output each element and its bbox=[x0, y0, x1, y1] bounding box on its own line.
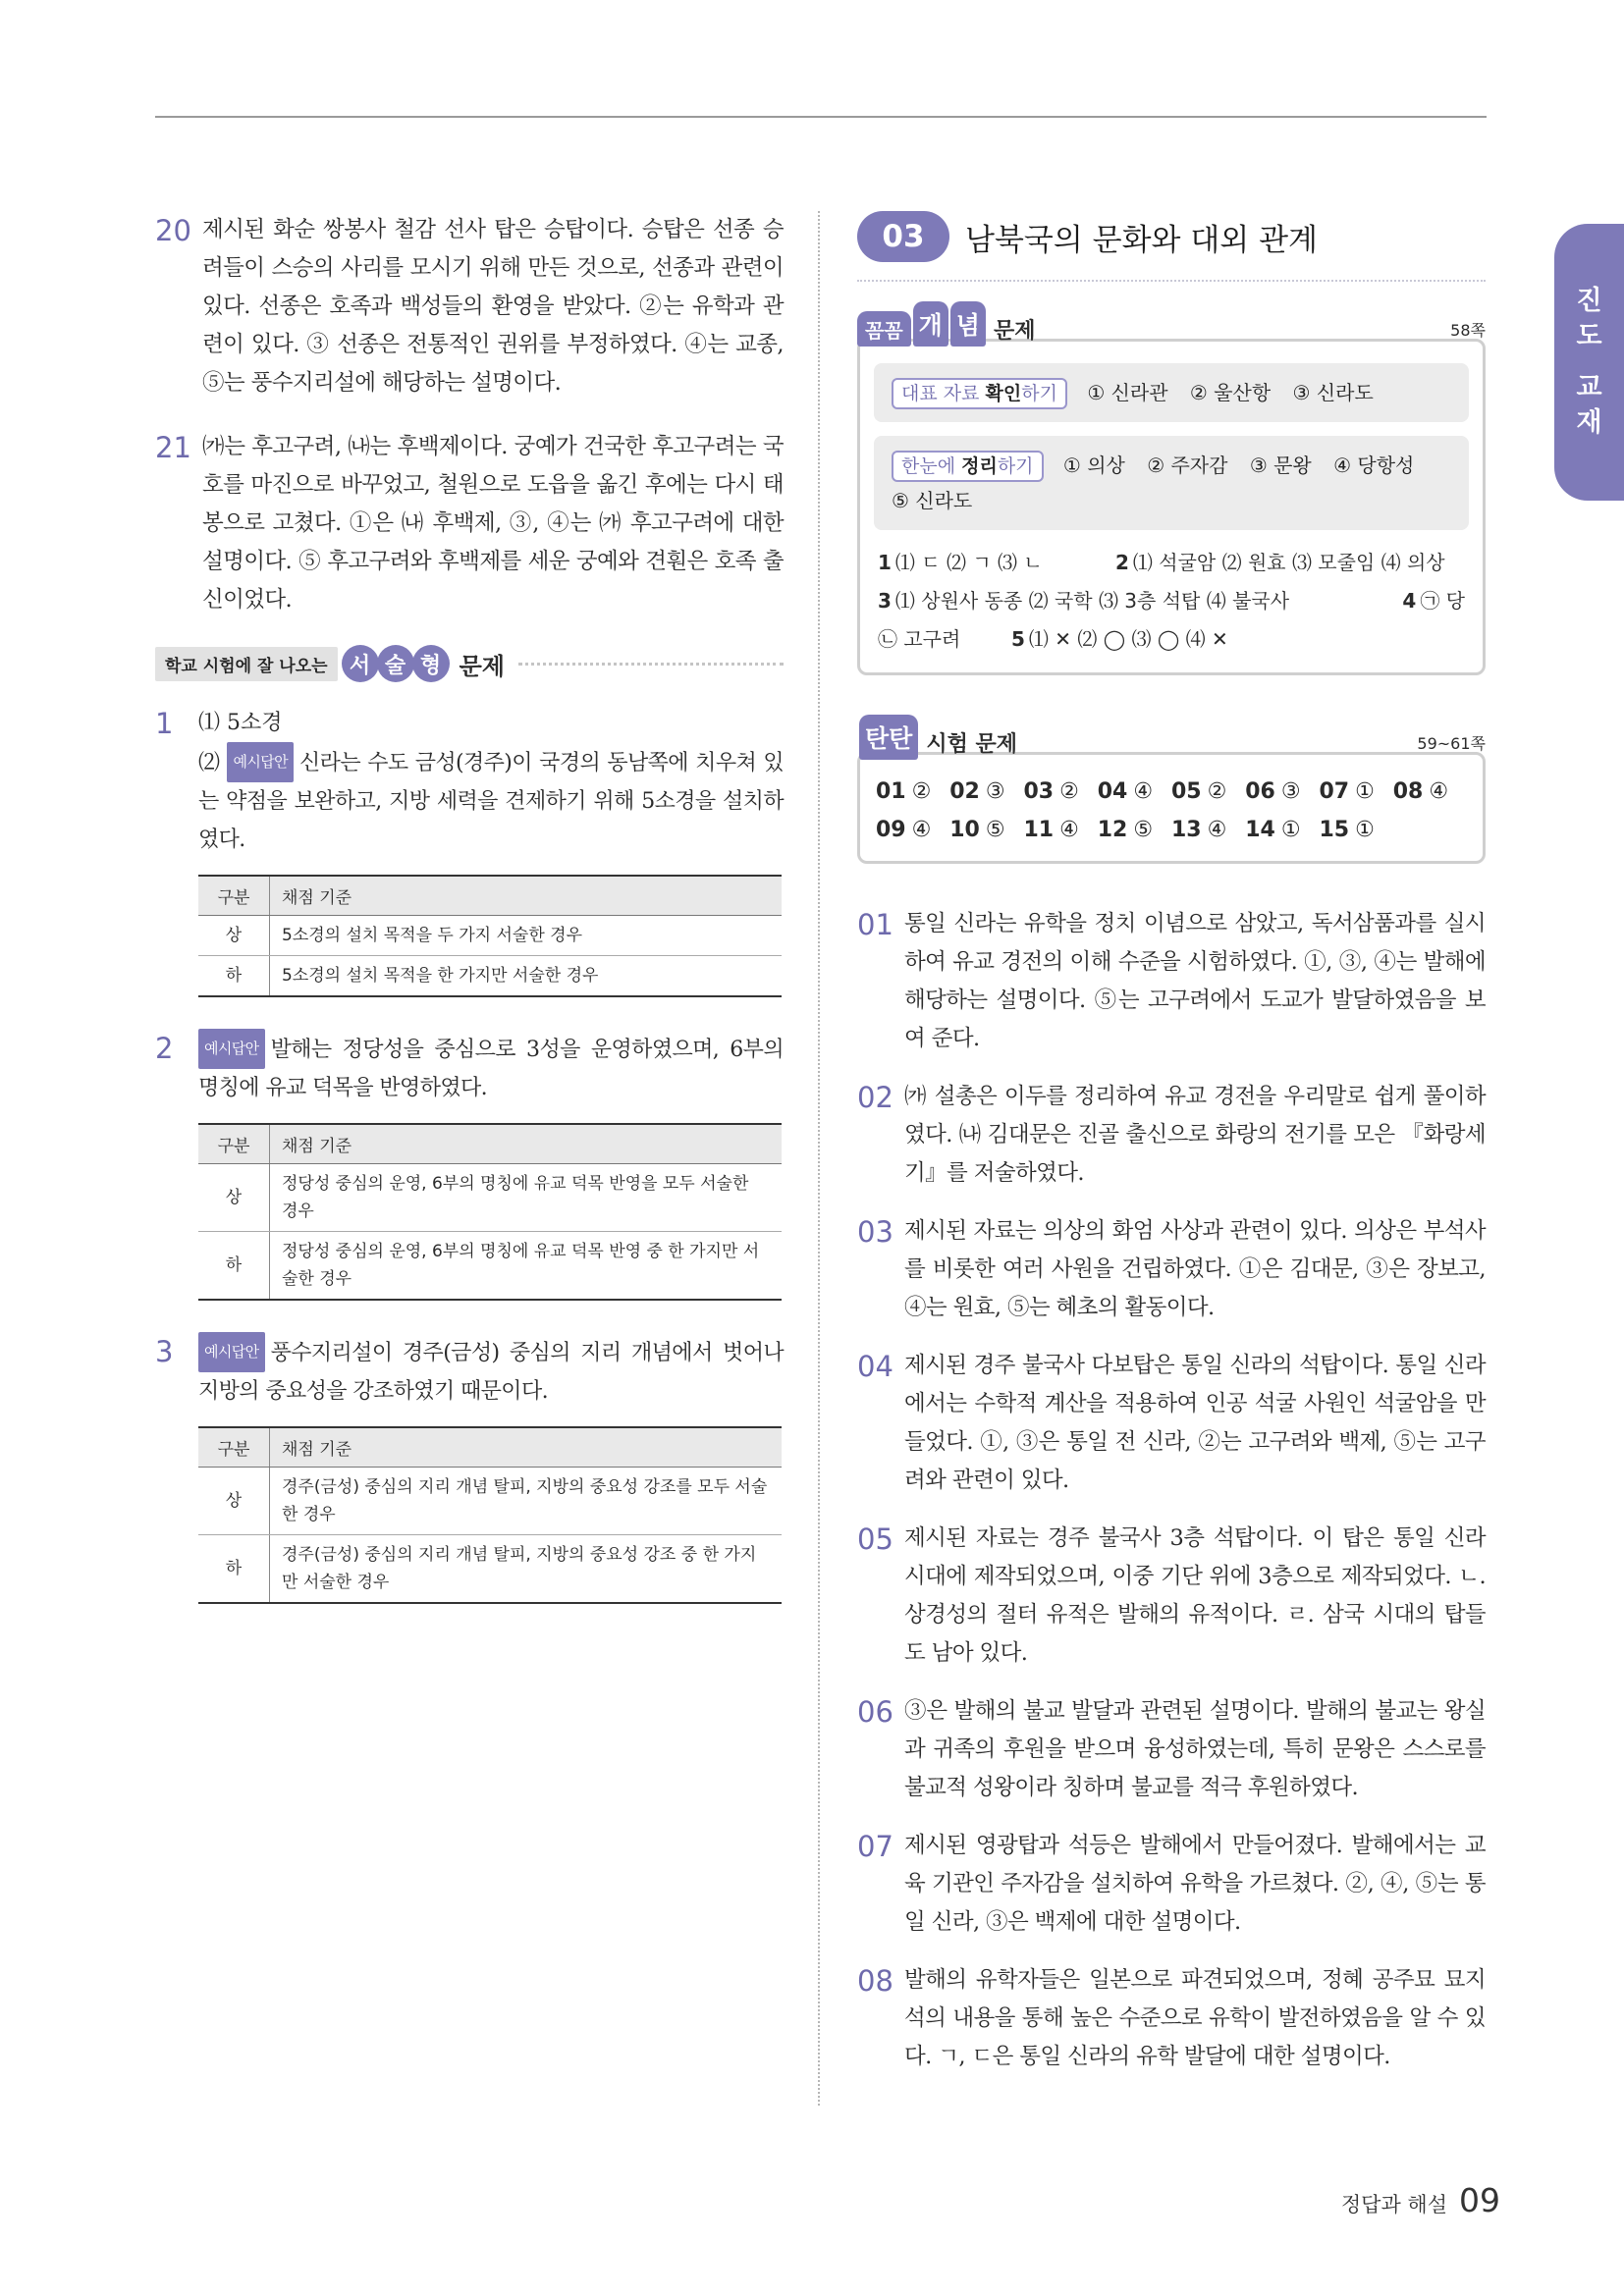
test-answer-number: 06 bbox=[1245, 779, 1275, 804]
test-answer bbox=[876, 811, 949, 849]
explanation-text: 발해의 유학자들은 일본으로 파견되었으며, 정혜 공주묘 묘지석의 내용을 통해 높은 수준으로 유학이 발전하였음을 알 수 있다. ㄱ, ㄷ은 통일 신라의 유학 발달에 대한 설명이다. bbox=[904, 1967, 1486, 2069]
table-row bbox=[198, 916, 782, 956]
concept-box-header bbox=[857, 301, 1486, 347]
test-answer-choice: ⑤ bbox=[1133, 818, 1154, 842]
test-answer-number: 04 bbox=[1097, 779, 1128, 804]
answer-value: ② 울산항 bbox=[1189, 381, 1272, 404]
test-answer-choice: ① bbox=[1280, 818, 1301, 842]
answer-item bbox=[857, 1827, 1486, 1942]
question-number: 07 bbox=[857, 1830, 893, 1863]
test-answer-choice: ③ bbox=[1280, 779, 1301, 804]
table-header: 채점 기준 bbox=[270, 1124, 783, 1164]
scoring-table bbox=[198, 875, 782, 997]
test-answer-number: 10 bbox=[949, 818, 980, 842]
table-row bbox=[198, 1535, 782, 1604]
answer-item bbox=[857, 1692, 1486, 1807]
test-answer bbox=[949, 773, 1023, 811]
concept-box-title: 문제 bbox=[993, 319, 1036, 344]
essay-answer-2 bbox=[155, 1029, 784, 1314]
test-answer bbox=[1024, 811, 1098, 849]
example-answer-badge: 예시답안 bbox=[227, 742, 294, 782]
test-answer bbox=[1245, 811, 1319, 849]
concept-tag-char: 념 bbox=[950, 301, 986, 347]
test-answer bbox=[1098, 773, 1171, 811]
example-answer-text: 신라는 수도 금성(경주)이 국경의 동남쪽에 치우쳐 있는 약점을 보완하고, 지방 세력을 견제하기 위해 5소경을 설치하였다. bbox=[198, 751, 784, 852]
section-title-text: 남북국의 문화와 대외 관계 bbox=[965, 222, 1318, 258]
explanation-text: 제시된 경주 불국사 다보탑은 통일 신라의 석탑이다. 통일 신라에서는 수학적 계산을 적용하여 인공 석굴 사원인 석굴암을 만들었다. ①, ③은 통일 전 신라, ②는 고구려와 백제, ⑤는 고구려와 관련이 있다. bbox=[904, 1353, 1486, 1493]
test-answer-number: 15 bbox=[1319, 818, 1350, 842]
concept-tag-char: 개 bbox=[913, 301, 948, 347]
grade-cell: 상 bbox=[198, 1164, 270, 1232]
section-dotted-rule bbox=[857, 280, 1486, 282]
criteria-cell: 경주(금성) 중심의 지리 개념 탈피, 지방의 중요성 강조 중 한 가지만 서술한 경우 bbox=[270, 1535, 783, 1604]
test-answer-choice: ③ bbox=[985, 779, 1005, 804]
explanation-text: 제시된 자료는 경주 불국사 3층 석탑이다. 이 탑은 통일 신라 시대에 제작되었으며, 이중 기단 위에 3층으로 제작되었다. ㄴ. 상경성의 절터 유적은 발해의 유적이다. ㄹ. 삼국 시대의 탑들도 남아 있다. bbox=[904, 1525, 1486, 1666]
test-answer bbox=[1171, 773, 1245, 811]
grade-cell: 하 bbox=[198, 1535, 270, 1604]
question-number: 3 bbox=[155, 1335, 174, 1368]
test-answer-choice: ① bbox=[1355, 779, 1375, 804]
answer-value: ④ 당항성 bbox=[1333, 454, 1415, 477]
side-tab-char: 도 bbox=[1576, 321, 1602, 351]
grade-cell: 하 bbox=[198, 956, 270, 997]
essay-section-suffix: 문제 bbox=[459, 652, 505, 680]
essay-title-char: 형 bbox=[412, 645, 450, 682]
answer-value: ③ 신라도 bbox=[1292, 381, 1374, 404]
concept-tag: 꼼꼼 bbox=[857, 311, 911, 347]
test-answers-box bbox=[857, 752, 1486, 864]
test-answer-choice: ④ bbox=[1059, 818, 1079, 842]
header-rule bbox=[155, 116, 1487, 118]
example-answer-badge: 예시답안 bbox=[198, 1332, 265, 1372]
left-column bbox=[155, 211, 784, 1635]
row-label: 한눈에 정리하기 bbox=[892, 451, 1044, 482]
question-number: 08 bbox=[857, 1964, 893, 1998]
side-tab-progress-textbook[interactable] bbox=[1554, 224, 1624, 501]
test-answer bbox=[1024, 773, 1098, 811]
question-number: 20 bbox=[155, 214, 191, 247]
test-answer bbox=[1171, 811, 1245, 849]
question-number: 02 bbox=[857, 1081, 893, 1114]
sub-answer bbox=[198, 742, 784, 859]
test-answer-number: 09 bbox=[876, 818, 906, 842]
answer-value: ⑤ 신라도 bbox=[892, 489, 973, 512]
concept-answer-line: 3 ⑴ 상원사 동종 ⑵ 국학 ⑶ 3층 석탑 ⑷ 불국사 4 ㉠ 당 bbox=[878, 589, 1465, 613]
test-box-title: 시험 문제 bbox=[926, 732, 1017, 757]
section-title bbox=[857, 211, 1486, 262]
explanation-text: 제시된 자료는 의상의 화엄 사상과 관련이 있다. 의상은 부석사를 비롯한 여러 사원을 건립하였다. ①은 김대문, ③은 장보고, ④는 원효, ⑤는 혜초의 활동이다. bbox=[904, 1218, 1486, 1320]
page-reference: 59~61쪽 bbox=[1417, 734, 1486, 753]
answer-value: ⑴ 상원사 동종 ⑵ 국학 ⑶ 3층 석탑 ⑷ 불국사 bbox=[894, 589, 1290, 613]
question-number: 04 bbox=[857, 1350, 893, 1383]
test-answer-choice: ④ bbox=[911, 818, 932, 842]
summary-row bbox=[874, 436, 1469, 530]
test-answer-choice: ② bbox=[911, 779, 932, 804]
concept-answer-line: 1 ⑴ ㄷ ⑵ ㄱ ⑶ ㄴ 2 ⑴ 석굴암 ⑵ 원효 ⑶ 모줄임 ⑷ 의상 bbox=[878, 551, 1445, 574]
test-answer-number: 08 bbox=[1392, 779, 1424, 804]
question-number: 06 bbox=[857, 1695, 893, 1729]
footer-label: 정답과 해설 bbox=[1340, 2193, 1447, 2216]
example-answer-badge: 예시답안 bbox=[198, 1029, 265, 1069]
table-row bbox=[198, 1164, 782, 1232]
answer-item bbox=[857, 905, 1486, 1058]
table-row bbox=[198, 1468, 782, 1535]
table-header: 채점 기준 bbox=[270, 876, 783, 916]
essay-section-header bbox=[155, 645, 784, 682]
test-answer bbox=[1320, 773, 1393, 811]
explanation-text: ㈎는 후고구려, ㈏는 후백제이다. 궁예가 건국한 후고구려는 국호를 마진으로 바꾸었고, 철원으로 도읍을 옮긴 후에는 다시 태봉으로 고쳤다. ①은 ㈏ 후백제, ③, ④는 ㈎ 후고구려에 대한 설명이다. ⑤ 후고구려와 후백제를 세운 궁예와 견훤은 호족 출신이었다. bbox=[202, 434, 784, 613]
test-answer bbox=[1245, 773, 1319, 811]
scoring-table bbox=[198, 1123, 782, 1301]
explanations-list bbox=[857, 905, 1486, 2076]
explanation-text: 제시된 영광탑과 석등은 발해에서 만들어졌다. 발해에서는 교육 기관인 주자감을 설치하여 유학을 가르쳤다. ②, ④, ⑤는 통일 신라, ③은 백제에 대한 설명이다. bbox=[904, 1833, 1486, 1935]
concept-answer-line: ㉡ 고구려 5 ⑴ ✕ ⑵ ◯ ⑶ ◯ ⑷ ✕ bbox=[878, 627, 1228, 651]
side-tab-char: 교 bbox=[1576, 372, 1602, 402]
essay-section-label: 학교 시험에 잘 나오는 bbox=[155, 647, 338, 681]
answer-value: ⑴ ㄷ ⑵ ㄱ ⑶ ㄴ bbox=[894, 551, 1043, 574]
sub-answer bbox=[198, 1332, 784, 1411]
sub-answer-marker: ⑵ bbox=[198, 751, 228, 775]
criteria-cell: 5소경의 설치 목적을 두 가지 서술한 경우 bbox=[270, 916, 783, 956]
table-header: 구분 bbox=[198, 876, 270, 916]
question-number: 1 bbox=[155, 707, 174, 740]
test-answer bbox=[876, 773, 949, 811]
table-row bbox=[198, 1232, 782, 1301]
test-answer-number: 12 bbox=[1097, 818, 1128, 842]
answer-item bbox=[857, 1520, 1486, 1673]
table-row bbox=[198, 956, 782, 997]
question-number: 2 bbox=[155, 1032, 174, 1065]
test-answer bbox=[1320, 811, 1393, 849]
criteria-cell: 경주(금성) 중심의 지리 개념 탈피, 지방의 중요성 강조를 모두 서술한 경우 bbox=[270, 1468, 783, 1535]
test-answer-choice: ① bbox=[1355, 818, 1375, 842]
answer-item bbox=[155, 428, 784, 619]
dotted-rule bbox=[518, 663, 784, 666]
explanation-text: 제시된 화순 쌍봉사 철감 선사 탑은 승탑이다. 승탑은 선종 승려들이 스승의 사리를 모시기 위해 만든 것으로, 선종과 관련이 있다. 선종은 호족과 백성들의 환영을 받았다. ②는 유학과 관련이 있다. ③ 선종은 전통적인 권위를 부정하였다. ④는 교종, ⑤는 풍수지리설에 해당하는 설명이다. bbox=[202, 217, 784, 396]
answer-value: ① 신라관 bbox=[1087, 381, 1168, 404]
answer-item bbox=[155, 211, 784, 402]
answer-value: ⑴ 석굴암 ⑵ 원효 ⑶ 모줄임 ⑷ 의상 bbox=[1132, 551, 1445, 574]
answer-value: ㉡ 고구려 bbox=[878, 627, 961, 651]
answer-grid bbox=[876, 773, 1467, 849]
essay-answer-1 bbox=[155, 704, 784, 1011]
essay-title-char: 술 bbox=[377, 645, 414, 682]
criteria-cell: 5소경의 설치 목적을 한 가지만 서술한 경우 bbox=[270, 956, 783, 997]
answer-item bbox=[857, 1212, 1486, 1327]
table-header: 구분 bbox=[198, 1124, 270, 1164]
test-answer-number: 11 bbox=[1023, 818, 1055, 842]
grade-cell: 상 bbox=[198, 1468, 270, 1535]
test-answer-number: 13 bbox=[1171, 818, 1202, 842]
test-answer-number: 05 bbox=[1171, 779, 1202, 804]
explanation-text: ㈎ 설총은 이두를 정리하여 유교 경전을 우리말로 쉽게 풀이하였다. ㈏ 김대문은 진골 출신으로 화랑의 전기를 모은 『화랑세기』를 저술하였다. bbox=[904, 1084, 1486, 1186]
test-answer-choice: ⑤ bbox=[985, 818, 1005, 842]
example-answer-text: 발해는 정당성을 중심으로 3성을 운영하였으며, 6부의 명칭에 유교 덕목을 반영하였다. bbox=[198, 1038, 784, 1100]
answer-item bbox=[857, 1078, 1486, 1193]
answer-value: ① 의상 bbox=[1062, 454, 1125, 477]
grade-cell: 하 bbox=[198, 1232, 270, 1301]
column-divider bbox=[818, 211, 820, 2106]
test-answer-number: 14 bbox=[1245, 818, 1275, 842]
page-number: 09 bbox=[1459, 2181, 1500, 2219]
test-answer bbox=[1098, 811, 1171, 849]
concept-answers-box bbox=[857, 339, 1486, 675]
answer-item bbox=[857, 1961, 1486, 2076]
page-footer bbox=[1341, 2181, 1500, 2219]
criteria-cell: 정당성 중심의 운영, 6부의 명칭에 유교 덕목 반영 중 한 가지만 서술한 경우 bbox=[270, 1232, 783, 1301]
row-label: 대표 자료 확인하기 bbox=[892, 378, 1067, 409]
answer-value: ② 주자감 bbox=[1147, 454, 1228, 477]
test-box-header bbox=[857, 715, 1486, 760]
side-tab-char: 재 bbox=[1576, 407, 1602, 438]
answer-value: ㉠ 당 bbox=[1420, 589, 1465, 613]
answer-value: ③ 문왕 bbox=[1249, 454, 1312, 477]
question-number: 21 bbox=[155, 431, 191, 464]
answer-item bbox=[857, 1347, 1486, 1500]
explanation-text: ③은 발해의 불교 발달과 관련된 설명이다. 발해의 불교는 왕실과 귀족의 후원을 받으며 융성하였는데, 특히 문왕은 스스로를 불교적 성왕이라 칭하며 불교를 적극 후원하였다. bbox=[904, 1698, 1486, 1800]
right-column bbox=[857, 211, 1486, 2096]
test-answer-choice: ② bbox=[1207, 779, 1227, 804]
sub-answer bbox=[198, 1029, 784, 1107]
test-answer-choice: ④ bbox=[1207, 818, 1227, 842]
test-answer-number: 02 bbox=[949, 779, 980, 804]
question-number: 03 bbox=[857, 1215, 893, 1249]
table-header: 구분 bbox=[198, 1427, 270, 1468]
question-number: 01 bbox=[857, 908, 893, 941]
side-tab-char: 진 bbox=[1576, 286, 1602, 316]
representative-data-row bbox=[874, 363, 1469, 422]
example-answer-text: 풍수지리설이 경주(금성) 중심의 지리 개념에서 벗어나 지방의 중요성을 강조하였기 때문이다. bbox=[198, 1341, 784, 1404]
question-number: 05 bbox=[857, 1522, 893, 1556]
test-answer-choice: ② bbox=[1059, 779, 1079, 804]
essay-title-char: 서 bbox=[342, 645, 379, 682]
section-number-badge: 03 bbox=[857, 211, 949, 262]
essay-answer-3 bbox=[155, 1332, 784, 1618]
test-answer-choice: ④ bbox=[1429, 779, 1449, 804]
test-answer bbox=[1393, 773, 1467, 811]
test-answer-number: 01 bbox=[876, 779, 906, 804]
table-header: 채점 기준 bbox=[270, 1427, 783, 1468]
sub-answer: ⑴ 5소경 bbox=[198, 711, 283, 735]
page-reference: 58쪽 bbox=[1450, 321, 1486, 340]
grade-cell: 상 bbox=[198, 916, 270, 956]
test-answer-number: 03 bbox=[1023, 779, 1055, 804]
criteria-cell: 정당성 중심의 운영, 6부의 명칭에 유교 덕목 반영을 모두 서술한 경우 bbox=[270, 1164, 783, 1232]
test-answer-number: 07 bbox=[1319, 779, 1350, 804]
scoring-table bbox=[198, 1426, 782, 1604]
test-answer-choice: ④ bbox=[1133, 779, 1154, 804]
test-tag: 탄탄 bbox=[859, 715, 918, 760]
explanation-text: 통일 신라는 유학을 정치 이념으로 삼았고, 독서삼품과를 실시하여 유교 경전의 이해 수준을 시험하였다. ①, ③, ④는 발해에 해당하는 설명이다. ⑤는 고구려에서 도교가 발달하였음을 보여 준다. bbox=[904, 911, 1486, 1051]
answer-value: ⑴ ✕ ⑵ ◯ ⑶ ◯ ⑷ ✕ bbox=[1028, 627, 1228, 651]
test-answer bbox=[949, 811, 1023, 849]
